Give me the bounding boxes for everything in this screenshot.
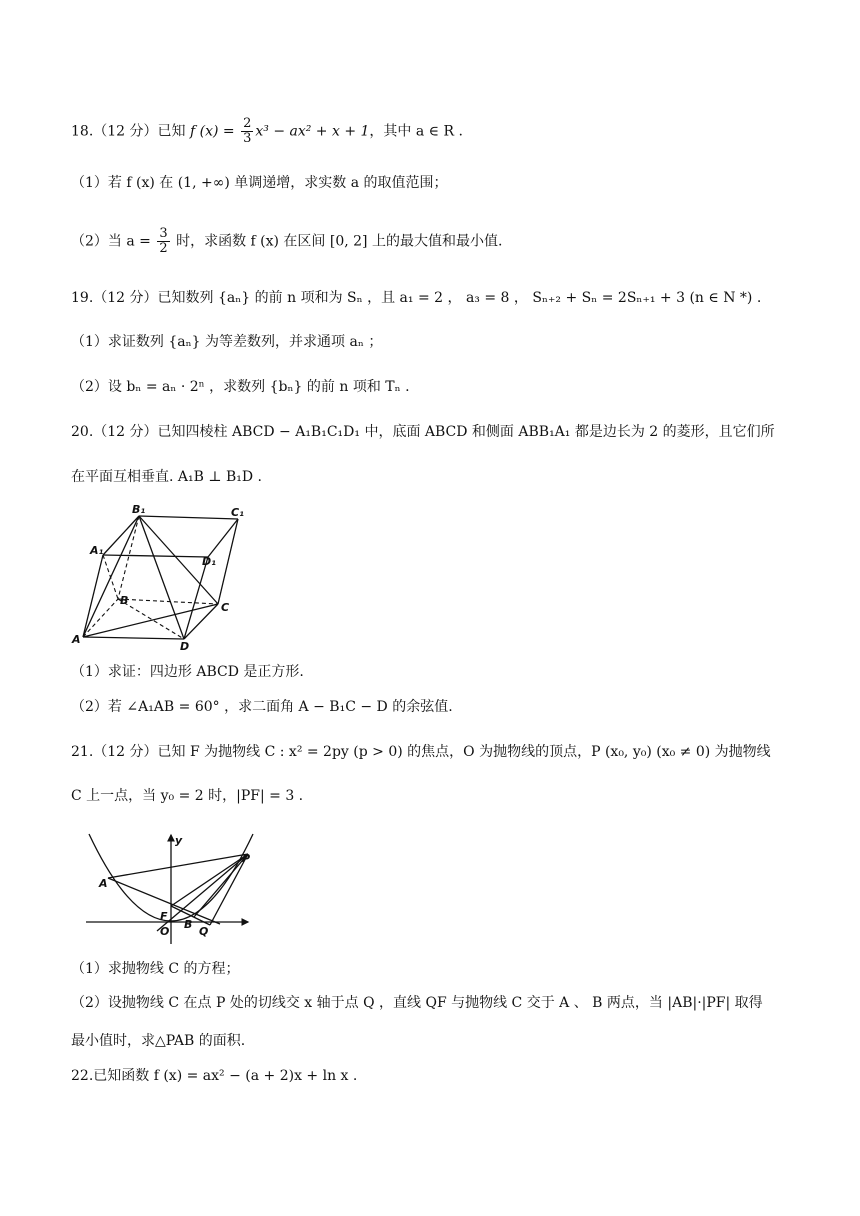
q18-fraction: $\frac{2}{3}$ <box>243 116 252 146</box>
q20-heading-line2: 在平面互相垂直. A₁B ⊥ B₁D . <box>71 469 263 485</box>
label-P: P <box>242 852 251 865</box>
label-B: B <box>120 594 129 607</box>
label-D1: D₁ <box>202 555 216 568</box>
label-D: D <box>180 640 190 653</box>
q18-part1: （1）若 f (x) 在 (1, +∞) 单调递增，求实数 a 的取值范围； <box>71 175 448 191</box>
q18-part2: （2）当 a = $\frac{3}{2}$ 时，求函数 f (x) 在区间 [0, 2] 上的最大值和最小值. <box>71 226 503 256</box>
q18-heading: 18.（12 分）已知 f (x) = $\frac{2}{3}$ x³ − ax² + x + 1，其中 a ∈ R . <box>71 116 463 146</box>
q19-heading: 19.（12 分）已知数列 {aₙ} 的前 n 项和为 Sₙ ，且 a₁ = 2 ， a₃ = 8 ， Sₙ₊₂ + Sₙ = 2Sₙ₊₁ + 3 (n ∈ N *) . <box>71 290 762 306</box>
label-C: C <box>221 601 230 614</box>
label-B1: B₁ <box>132 503 146 516</box>
q20-part1: （1）求证：四边形 ABCD 是正方形. <box>71 664 304 680</box>
q21-heading-line2: C 上一点，当 y₀ = 2 时，|PF| = 3 . <box>71 788 304 804</box>
q20-heading-line1: 20.（12 分）已知四棱柱 ABCD − A₁B₁C₁D₁ 中，底面 ABCD 和侧面 ABB₁A₁ 都是边长为 2 的菱形，且它们所 <box>71 424 775 440</box>
q21-part2-line2: 最小值时，求△PAB 的面积. <box>71 1033 246 1049</box>
q18-part2-fraction: $\frac{3}{2}$ <box>159 226 168 256</box>
parabola-figure <box>84 832 254 948</box>
prism-figure <box>68 503 250 653</box>
q22-heading: 22.已知函数 f (x) = ax² − (a + 2)x + ln x . <box>71 1068 358 1084</box>
label-B: B <box>184 918 193 931</box>
label-A: A <box>99 877 108 890</box>
label-y: y <box>175 834 183 847</box>
q21-heading-line1: 21.（12 分）已知 F 为抛物线 C : x² = 2py (p > 0) 的焦点，O 为抛物线的顶点，P (x₀, y₀) (x₀ ≠ 0) 为抛物线 <box>71 744 771 760</box>
q19-part2: （2）设 bₙ = aₙ · 2ⁿ ，求数列 {bₙ} 的前 n 项和 Tₙ . <box>71 379 410 395</box>
label-Q: Q <box>199 925 209 938</box>
label-A: A <box>72 633 81 646</box>
label-O: O <box>160 925 170 938</box>
q21-part2-line1: （2）设抛物线 C 在点 P 处的切线交 x 轴于点 Q ，直线 QF 与抛物线 C 交于 A 、 B 两点，当 |AB|·|PF| 取得 <box>71 995 763 1011</box>
label-A1: A₁ <box>90 544 104 557</box>
q20-part2: （2）若 ∠A₁AB = 60° ，求二面角 A − B₁C − D 的余弦值. <box>71 699 453 715</box>
label-F: F <box>160 910 168 923</box>
q19-part1: （1）求证数列 {aₙ} 为等差数列，并求通项 aₙ ； <box>71 334 383 350</box>
label-C1: C₁ <box>231 506 244 519</box>
q21-part1: （1）求抛物线 C 的方程； <box>71 961 240 977</box>
